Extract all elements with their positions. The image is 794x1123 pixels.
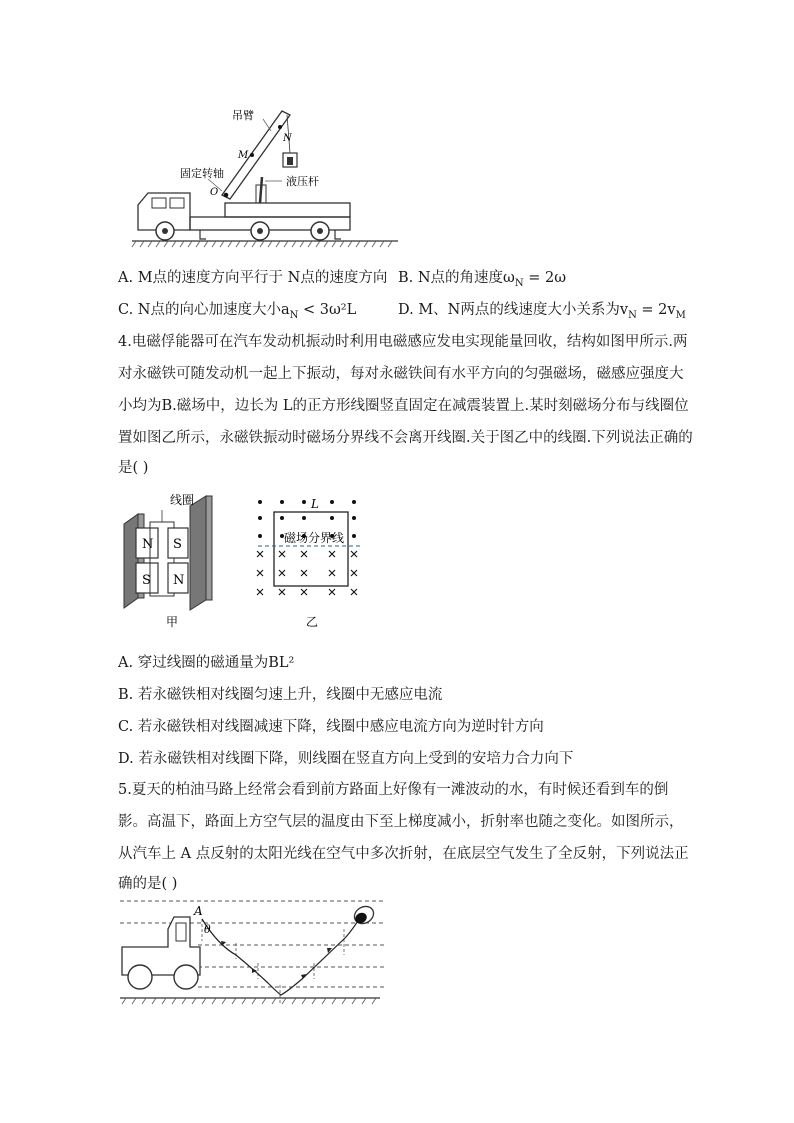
- q4-stem-line-2: 对永磁铁可随发动机一起上下振动，每对永磁铁间有水平方向的匀强磁场，磁感应强度大: [118, 366, 684, 382]
- q5-stem-line-1: 5.夏天的柏油马路上经常会看到前方路面上好像有一滩波动的水，有时候还看到车的倒: [118, 782, 669, 798]
- q3-option-c[interactable]: C. N点的向心加速度大小$a_N < 3\omega^2L$: [118, 302, 357, 321]
- q3-option-b[interactable]: B. N点的角速度$\omega_N = 2\omega$: [398, 270, 567, 289]
- crane-label-M: M: [238, 150, 249, 161]
- q3-option-d[interactable]: D. M、N两点的线速度大小关系为$v_N = 2v_M$: [398, 302, 686, 321]
- q4-option-b[interactable]: B. 若永磁铁相对线圈匀速上升，线圈中无感应电流: [118, 687, 443, 703]
- q4-stem-line-3: 小均为B.磁场中，边长为 L的正方形线圈竖直固定在减震装置上.某时刻磁场分布与线圈位: [118, 398, 689, 414]
- q5-stem-line-2: 影。高温下，路面上方空气层的温度由下至上梯度减小，折射率也随之变化。如图所示，: [118, 814, 684, 830]
- q4-stem-line-5: 是( ): [118, 460, 149, 476]
- boundary-label: 磁场分界线: [284, 531, 345, 545]
- magnet-label-coil: 线圈: [170, 493, 195, 507]
- caption-yi: 乙: [306, 615, 319, 629]
- coil-label-L: L: [311, 497, 319, 511]
- q4-option-a[interactable]: A. 穿过线圈的磁通量为BL²: [118, 655, 295, 671]
- mirage-label-theta: θ: [204, 923, 211, 936]
- q3-option-a[interactable]: A. M点的速度方向平行于 N点的速度方向: [118, 270, 388, 286]
- mirage-figure: [118, 895, 388, 1010]
- magnet-label-n1: N: [142, 537, 154, 552]
- caption-jia: 甲: [166, 615, 179, 629]
- crane-figure: [130, 95, 400, 250]
- crane-label-rod: 液压杆: [286, 175, 319, 188]
- magnet-label-n2: N: [173, 573, 185, 588]
- q4-stem-line-4: 置如图乙所示，永磁铁振动时磁场分界线不会离开线圈.关于图乙中的线圈.下列说法正确的: [118, 430, 693, 446]
- crane-label-N: N: [283, 133, 292, 144]
- magnet-figure: [118, 488, 378, 633]
- q5-stem-line-4: 确的是( ): [118, 876, 178, 892]
- crane-label-arm: 吊臂: [232, 109, 254, 122]
- q4-stem-line-1: 4.电磁俘能器可在汽车发动机振动时利用电磁感应发电实现能量回收，结构如图甲所示.两: [118, 334, 688, 350]
- crane-label-axis: 固定转轴: [180, 167, 224, 180]
- q4-option-d[interactable]: D. 若永磁铁相对线圈下降，则线圈在竖直方向上受到的安培力合力向下: [118, 751, 574, 767]
- magnet-label-s1: S: [142, 573, 151, 588]
- magnet-label-s2: S: [173, 537, 182, 552]
- mirage-label-A: A: [194, 904, 203, 918]
- crane-label-O: O: [210, 187, 219, 198]
- q5-stem-line-3: 从汽车上 A 点反射的太阳光线在空气中多次折射，在底层空气发生了全反射，下列说法正: [118, 846, 689, 862]
- q4-option-c[interactable]: C. 若永磁铁相对线圈减速下降，线圈中感应电流方向为逆时针方向: [118, 719, 544, 735]
